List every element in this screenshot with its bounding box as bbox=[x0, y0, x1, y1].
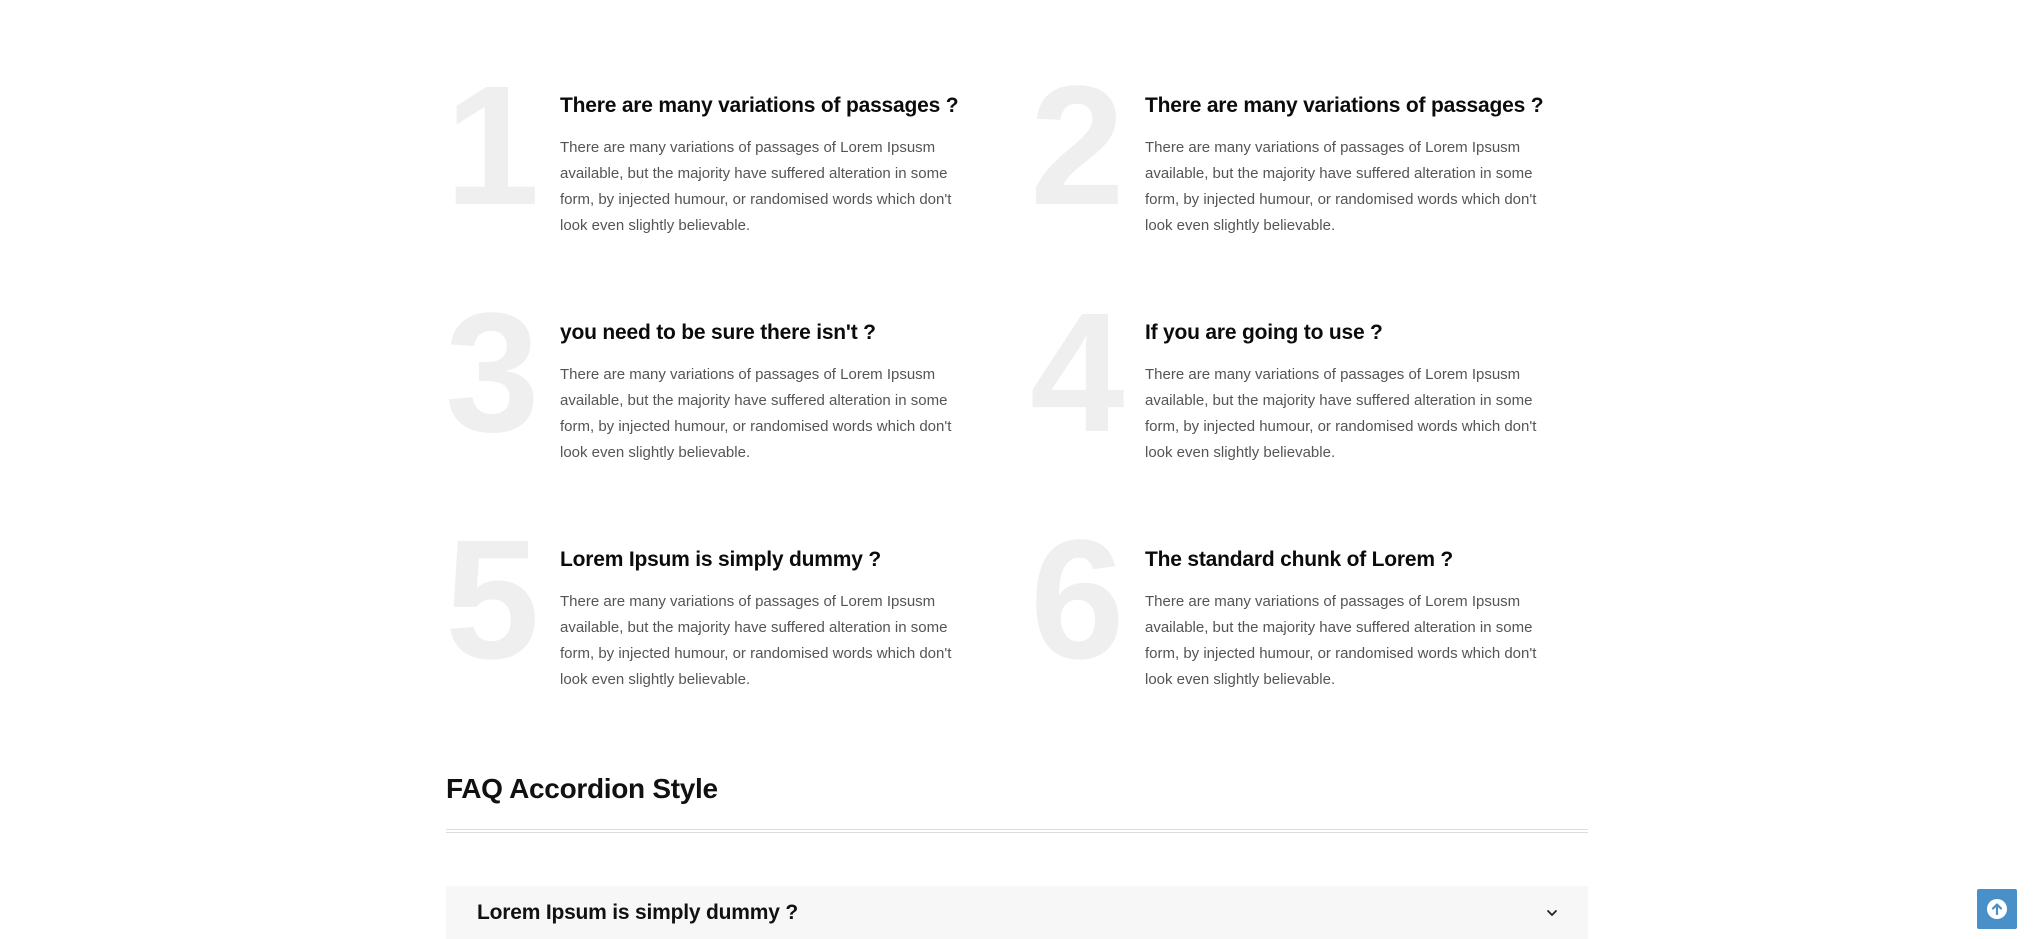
faq-question: Lorem Ipsum is simply dummy ? bbox=[560, 548, 881, 571]
faq-answer: There are many variations of passages of Lorem Ipsusm available, but the majority have suffered alteration in some form, by injected humour, or randomised words which don't look even slightly believable. bbox=[1145, 366, 1537, 461]
faq-question: There are many variations of passages ? bbox=[560, 94, 959, 117]
scroll-to-top-button[interactable] bbox=[1977, 889, 2017, 929]
faq-number: 5 bbox=[445, 505, 536, 695]
faq-number: 4 bbox=[1030, 278, 1121, 468]
faq-item-5 bbox=[445, 505, 1030, 755]
faq-number: 3 bbox=[445, 278, 536, 468]
arrow-up-circle-icon bbox=[1986, 898, 2008, 920]
faq-number: 2 bbox=[1030, 51, 1121, 241]
faq-number: 6 bbox=[1030, 505, 1121, 695]
accordion-item-1[interactable] bbox=[446, 886, 1588, 939]
faq-item-3 bbox=[445, 278, 1030, 528]
faq-answer: There are many variations of passages of Lorem Ipsusm available, but the majority have suffered alteration in some form, by injected humour, or randomised words which don't look even slightly believable. bbox=[560, 593, 952, 688]
faq-item-6 bbox=[1030, 505, 1587, 755]
faq-item-2 bbox=[1030, 51, 1587, 301]
faq-question: you need to be sure there isn't ? bbox=[560, 321, 876, 344]
faq-answer: There are many variations of passages of Lorem Ipsusm available, but the majority have suffered alteration in some form, by injected humour, or randomised words which don't look even slightly believable. bbox=[1145, 139, 1537, 234]
section-divider bbox=[446, 829, 1588, 833]
faq-question: There are many variations of passages ? bbox=[1145, 94, 1544, 117]
faq-answer: There are many variations of passages of Lorem Ipsusm available, but the majority have suffered alteration in some form, by injected humour, or randomised words which don't look even slightly believable. bbox=[560, 139, 952, 234]
faq-numbered-grid bbox=[445, 51, 1587, 755]
faq-question: The standard chunk of Lorem ? bbox=[1145, 548, 1454, 571]
faq-number: 1 bbox=[445, 51, 536, 241]
faq-answer: There are many variations of passages of Lorem Ipsusm available, but the majority have suffered alteration in some form, by injected humour, or randomised words which don't look even slightly believable. bbox=[560, 366, 952, 461]
faq-answer: There are many variations of passages of Lorem Ipsusm available, but the majority have suffered alteration in some form, by injected humour, or randomised words which don't look even slightly believable. bbox=[1145, 593, 1537, 688]
faq-item-4 bbox=[1030, 278, 1587, 528]
accordion-item-title: Lorem Ipsum is simply dummy ? bbox=[477, 900, 798, 924]
accordion-section-title: FAQ Accordion Style bbox=[446, 773, 718, 804]
chevron-down-icon[interactable] bbox=[1546, 907, 1558, 919]
faq-item-1 bbox=[445, 51, 1030, 301]
faq-question: If you are going to use ? bbox=[1145, 321, 1383, 344]
